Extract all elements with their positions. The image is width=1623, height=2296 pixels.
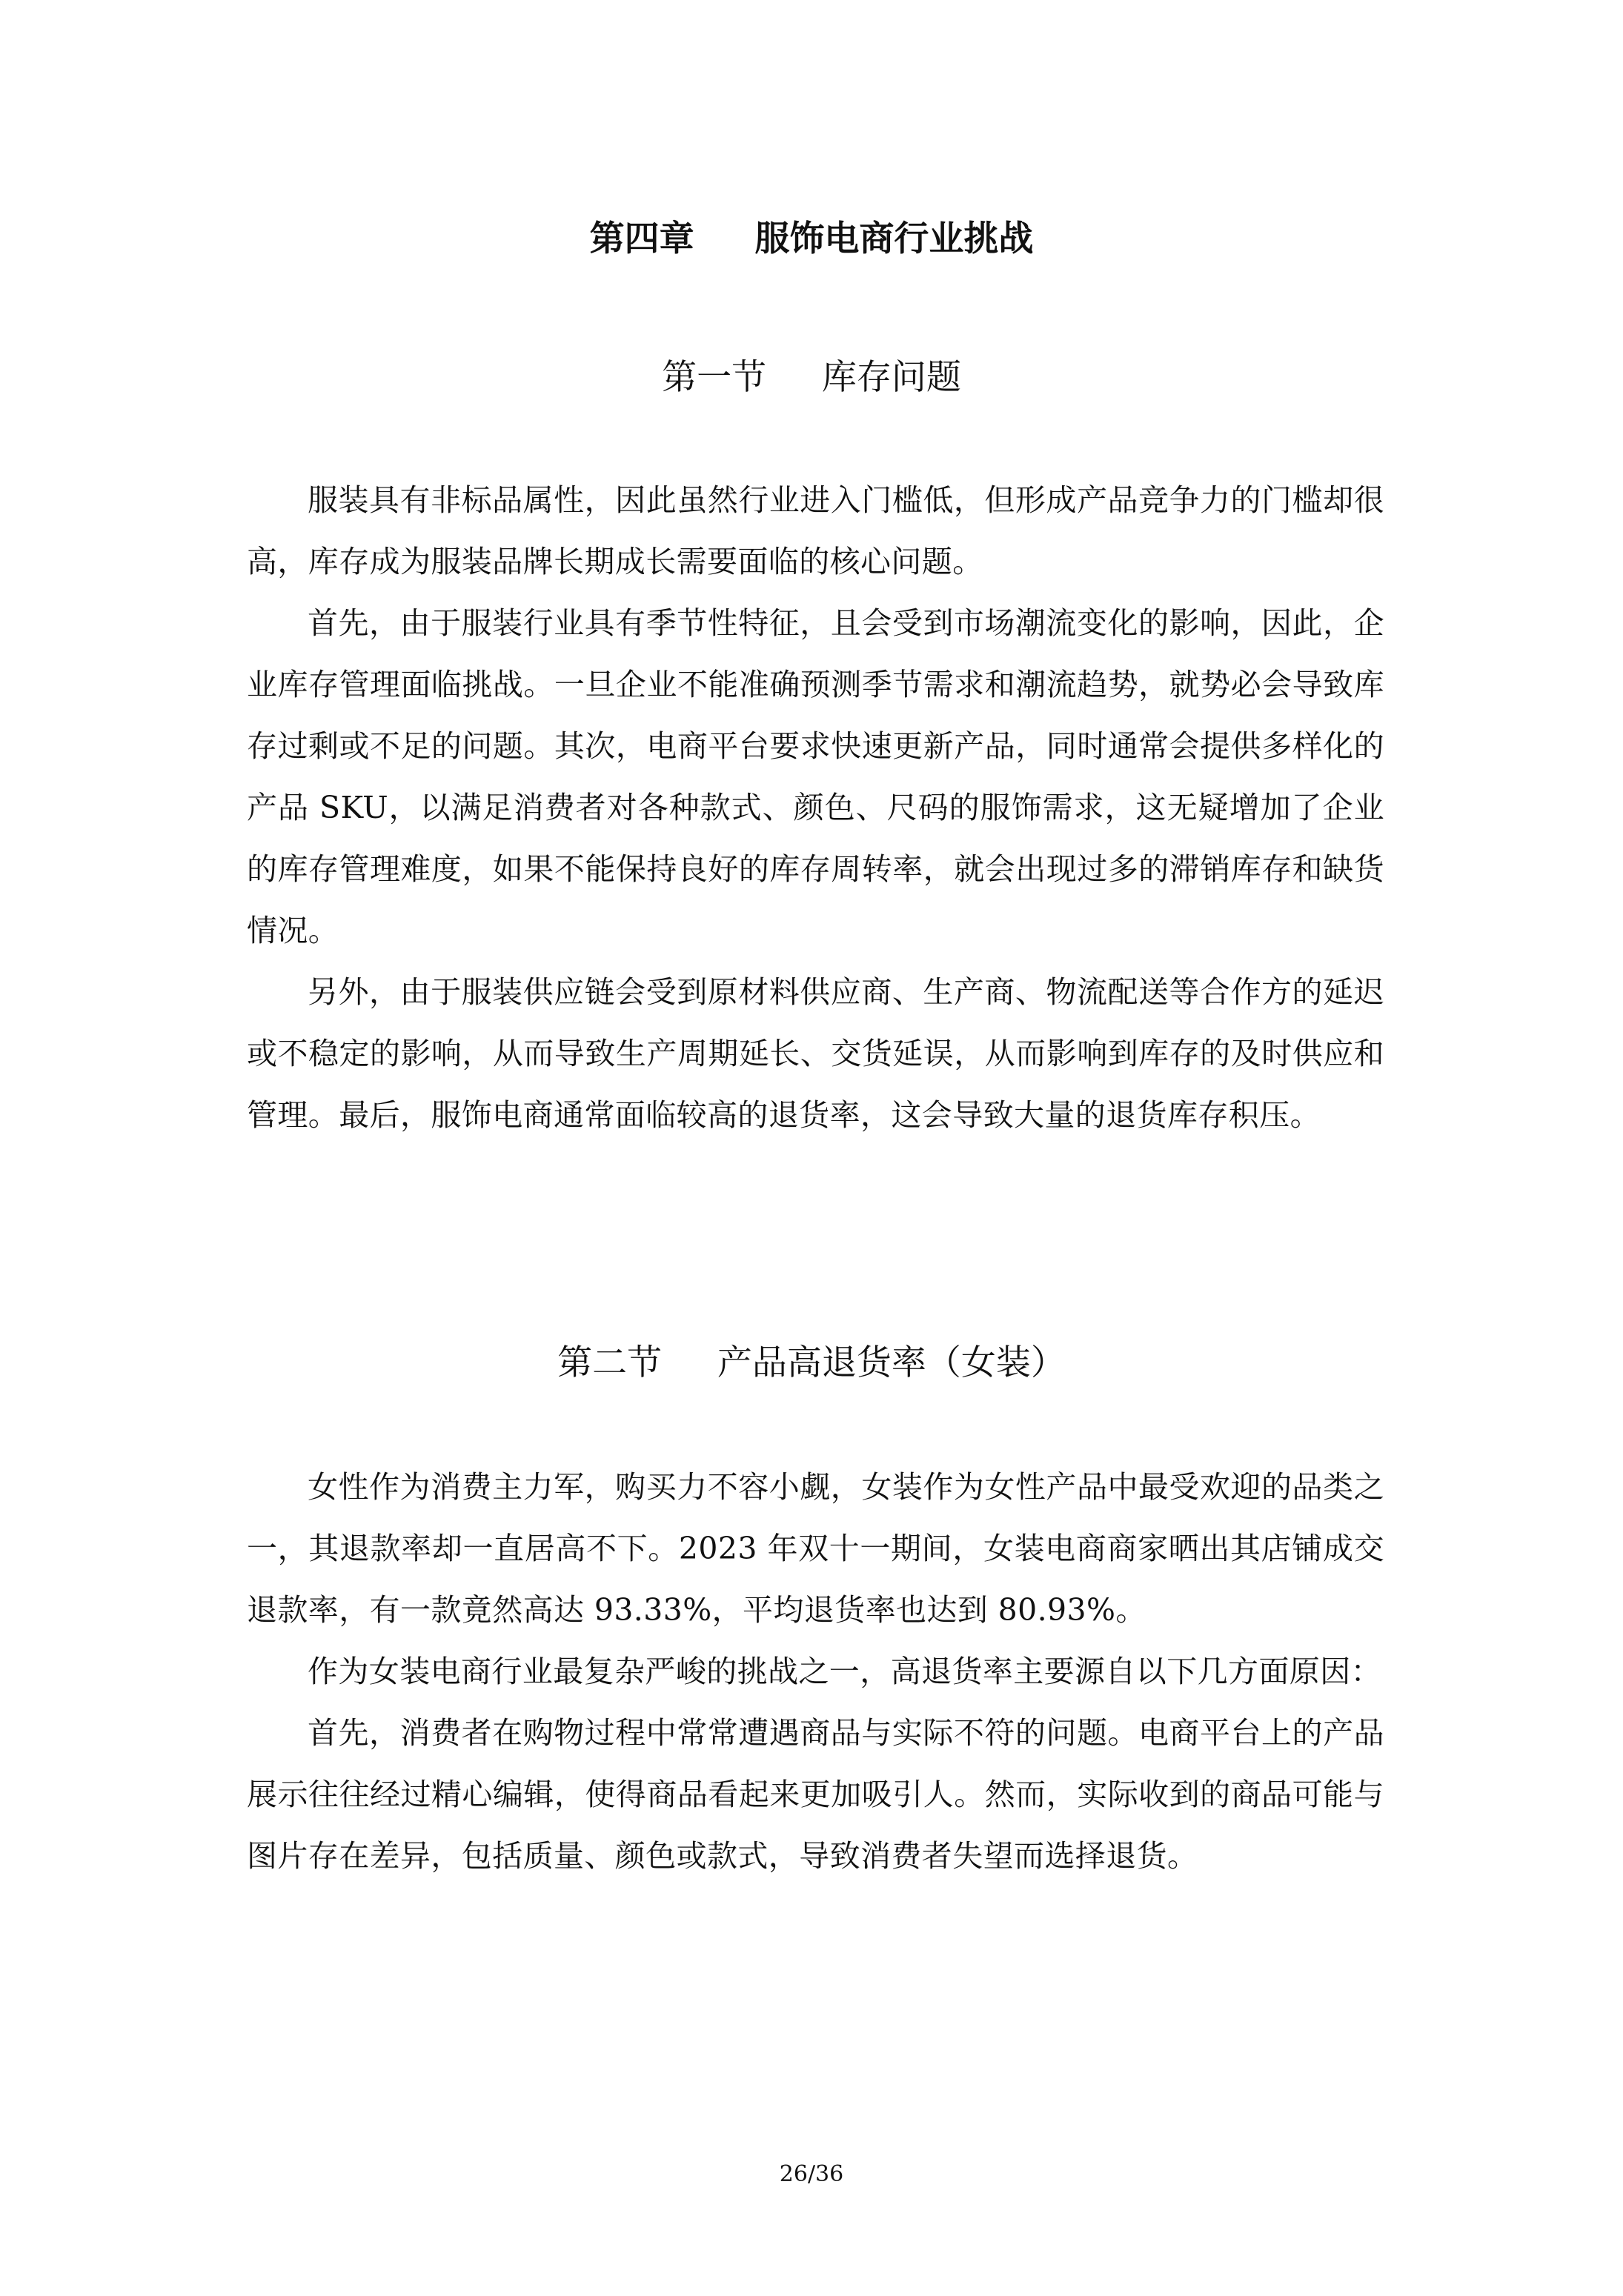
section-title-return-rate: 第二节 产品高退货率（女装） (557, 1342, 1066, 1383)
page-number: 26/36 (779, 2161, 844, 2187)
chapter-title: 第四章 服饰电商行业挑战 (589, 219, 1034, 259)
paragraph: 女性作为消费主力军，购买力不容小觑，女装作为女性产品中最受欢迎的品类之一，其退款率却一直居高不下。2023 年双十一期间，女装电商商家晒出其店铺成交退款率，有一款竟然高达 93.33%，平均退货率也达到 80.93%。 (247, 1469, 1384, 1628)
section-body-return-rate (247, 1457, 1384, 1887)
section-title-inventory: 第一节 库存问题 (662, 357, 961, 398)
paragraph: 作为女装电商行业最复杂严峻的挑战之一，高退货率主要源自以下几方面原因： (308, 1654, 1381, 1689)
paragraph: 首先，由于服装行业具有季节性特征，且会受到市场潮流变化的影响，因此，企业库存管理面临挑战。一旦企业不能准确预测季节需求和潮流趋势，就势必会导致库存过剩或不足的问题。其次，电商平台要求快速更新产品，同时通常会提供多样化的产品 SKU，以满足消费者对各种款式、颜色、尺码的服饰需求，这无疑增加了企业的库存管理难度，如果不能保持良好的库存周转率，就会出现过多的滞销库存和缺货情况。 (247, 605, 1384, 948)
paragraph: 首先，消费者在购物过程中常常遭遇商品与实际不符的问题。电商平台上的产品展示往往经过精心编辑，使得商品看起来更加吸引人。然而，实际收到的商品可能与图片存在差异，包括质量、颜色或款式，导致消费者失望而选择退货。 (247, 1715, 1384, 1874)
paragraph: 服装具有非标品属性，因此虽然行业进入门槛低，但形成产品竞争力的门槛却很高，库存成为服装品牌长期成长需要面临的核心问题。 (247, 482, 1384, 579)
paragraph: 另外，由于服装供应链会受到原材料供应商、生产商、物流配送等合作方的延迟或不稳定的影响，从而导致生产周期延长、交货延误，从而影响到库存的及时供应和管理。最后，服饰电商通常面临较高的退货率，这会导致大量的退货库存积压。 (247, 974, 1384, 1133)
section-body-inventory (247, 470, 1384, 1146)
